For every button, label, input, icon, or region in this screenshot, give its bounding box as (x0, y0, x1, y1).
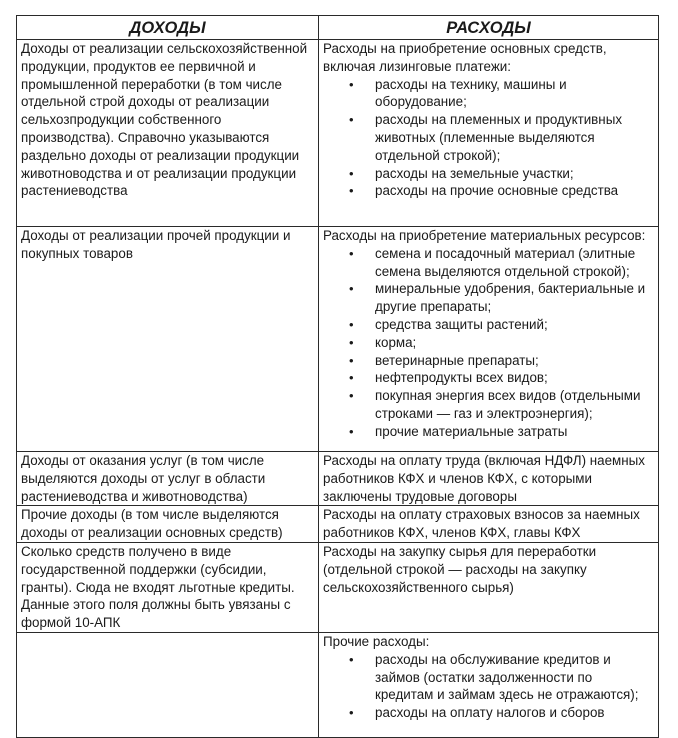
expense-title: Расходы на оплату страховых взносов за наемных работников КФХ, членов КФХ, главы КФХ (323, 507, 640, 541)
expense-title: Расходы на оплату труда (включая НДФЛ) наемных работников КФХ и членов КФХ, с которыми заключены трудовые договоры (323, 453, 645, 504)
list-item: • расходы на обслуживание кредитов и займов (остатки задолженности по кредитам и займам здесь не отражаются); (323, 651, 654, 704)
income-cell (17, 227, 319, 452)
expense-title: Расходы на приобретение материальных ресурсов: (323, 228, 646, 243)
expense-cell (319, 227, 659, 452)
expense-cell (319, 452, 659, 506)
expense-list (323, 245, 654, 441)
expense-title: Расходы на закупку сырья для переработки (отдельной строкой — расходы на закупку сельскохозяйственного сырья) (323, 543, 597, 595)
list-item: • покупная энергия всех видов (отдельными строками — газ и электроэнергия); (323, 387, 654, 423)
income-column-header: ДОХОДЫ (17, 16, 319, 40)
table-row (17, 542, 659, 632)
expense-cell (319, 40, 659, 227)
expense-cell (319, 506, 659, 543)
income-cell (17, 452, 319, 506)
expenses-column-header: РАСХОДЫ (319, 16, 659, 40)
income-text: Прочие доходы (в том числе выделяются доходы от реализации основных средств) (21, 507, 283, 541)
list-item: • ветеринарные препараты; (323, 352, 654, 370)
list-item: • расходы на племенных и продуктивных животных (племенные выделяются отдельной строкой); (323, 111, 654, 164)
list-item: • семена и посадочный материал (элитные семена выделяются отдельной строкой); (323, 245, 654, 281)
table-header-row (17, 16, 659, 40)
expense-list (323, 651, 654, 722)
expense-cell (319, 542, 659, 632)
list-item: • расходы на оплату налогов и сборов (323, 704, 654, 722)
table-row (17, 227, 659, 452)
income-cell (17, 506, 319, 543)
expense-list (323, 76, 654, 201)
list-item: • минеральные удобрения, бактериальные и другие препараты; (323, 280, 654, 316)
list-item: • корма; (323, 334, 654, 352)
income-cell (17, 40, 319, 227)
list-item: • прочие материальные затраты (323, 423, 654, 441)
expense-title: Прочие расходы: (323, 633, 430, 649)
table-row (17, 632, 659, 737)
income-text: Доходы от оказания услуг (в том числе выделяются доходы от услуг в области растениеводства и животноводства) (21, 453, 266, 504)
income-cell-empty (17, 632, 319, 737)
list-item: • расходы на технику, машины и оборудование; (323, 76, 654, 112)
expense-cell (319, 632, 659, 737)
income-text: Сколько средств получено в виде государственной поддержки (субсидии, гранты). Сюда не входят льготные кредиты. Данные этого поля должны быть увязаны с формой 10-АПК (21, 543, 295, 631)
table-row (17, 40, 659, 227)
income-text: Доходы от реализации сельскохозяйственной продукции, продуктов ее первичной и промышленной переработки (в том числе отдельной строй доходы от реализации сельхозпродукции собственного производства). Справочно указываются раздельно доходы от реализации продукции животноводства и от реализации продукции растениеводства (21, 41, 308, 199)
list-item: • средства защиты растений; (323, 316, 654, 334)
expense-title: Расходы на приобретение основных средств, включая лизинговые платежи: (323, 41, 607, 74)
list-item: • расходы на земельные участки; (323, 165, 654, 183)
list-item: • расходы на прочие основные средства (323, 182, 654, 200)
table-row (17, 506, 659, 543)
income-expense-table (16, 15, 659, 738)
income-cell (17, 542, 319, 632)
list-item: • нефтепродукты всех видов; (323, 369, 654, 387)
income-text: Доходы от реализации прочей продукции и покупных товаров (21, 228, 291, 261)
table-row (17, 452, 659, 506)
